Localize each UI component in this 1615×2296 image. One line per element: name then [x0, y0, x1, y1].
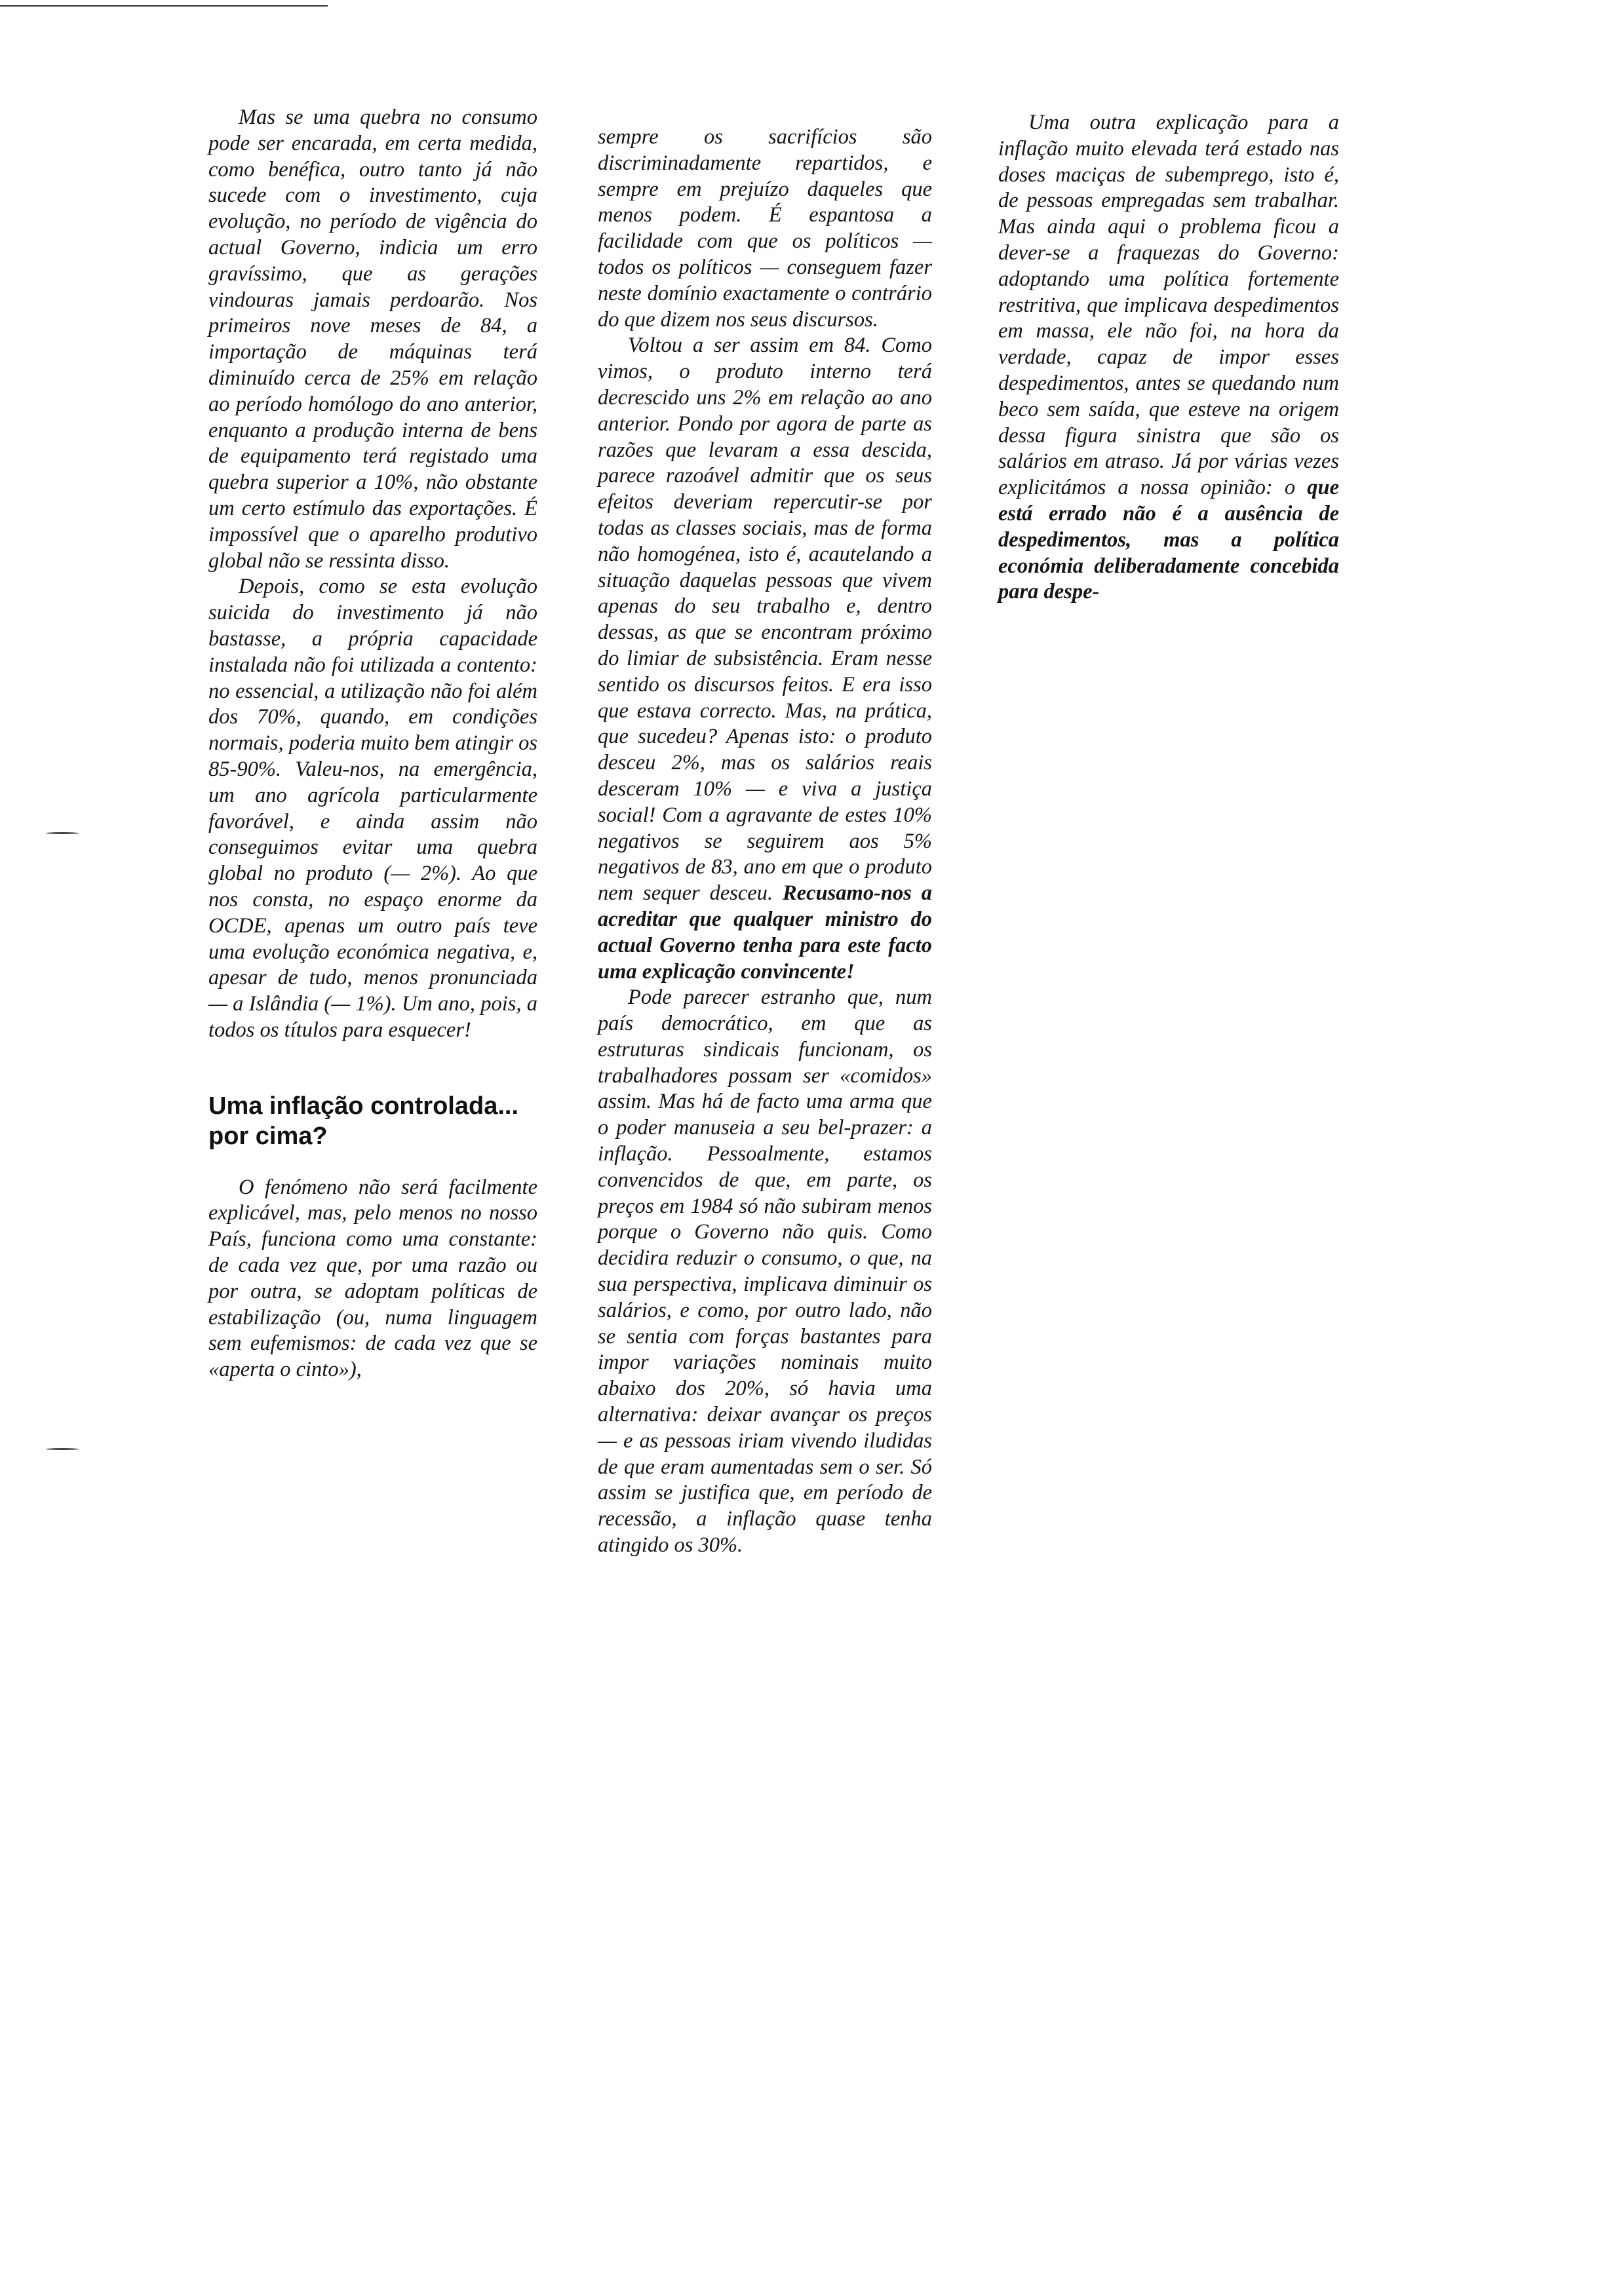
spacer	[208, 1063, 537, 1091]
col2-paragraph-2-text: Voltou a ser assim em 84. Como vimos, o produto interno terá decrescido uns 2% em relação ao ano anterior. Pondo por agora de parte as razões que levaram a essa descida, parece razoável admitir que os seus efeitos deveriam repercutir-se por todas as classes sociais, mas de forma não homogénea, isto é, acautelando a situação daquelas pessoas que vivem apenas do seu trabalho e, dentro dessas, as que se encontram próximo do limiar de subsistência. Eram nesse sentido os discursos feitos. E era isso que estava correcto. Mas, na prática, que sucedeu? Apenas isto: o produto desceu 2%, mas os salários reais desceram 10% — e viva a justiça social! Com a agravante de estes 10% negativos se seguirem aos 5% negativos de 83, ano em que o produto nem sequer desceu.	[598, 334, 932, 906]
col3-paragraph-1-text: Uma outra explicação para a inflação muito elevada terá estado nas doses maciças de subemprego, isto é, de pessoas empregadas sem trabalhar. Mas ainda aqui o problema ficou a dever-se a fraquezas do Governo: adoptando uma política fortemente restritiva, que implicava despedimentos em massa, ele não foi, na hora da verdade, capaz de impor esses despedimentos, antes se quedando num beco sem saída, que esteve na origem dessa figura sinistra que são os salários em atraso. Já por várias vezes explicitámos a nossa opinião: o	[998, 111, 1339, 500]
col1-paragraph-3: O fenómeno não será facilmente explicável, mas, pelo menos no nosso País, funciona como uma constante: de cada vez que, por uma razão ou por outra, se adoptam políticas de estabilização (ou, numa linguagem sem eufemismos: de cada vez que se «aperta o cinto»),	[208, 1175, 537, 1382]
col3-paragraph-1-bold: que está errado não é a ausência de despedimentos, mas a política económia deliberadamente concebida para despe-	[998, 476, 1339, 604]
col1-paragraph-2: Depois, como se esta evolução suicida do investimento já não bastasse, a própria capacidade instalada não foi utilizada a contento: no essencial, a utilização não foi além dos 70%, quando, em condições normais, poderia muito bem atingir os 85-90%. Valeu-nos, na emergência, um ano agrícola particularmente favorável, e ainda assim não conseguimos evitar uma quebra global no produto (— 2%). Ao que nos consta, no espaço enorme da OCDE, apenas um outro país teve uma evolução económica negativa, e, apesar de tudo, menos pronunciada — a Islândia (— 1%). Um ano, pois, a todos os títulos para esquecer!	[208, 575, 537, 1042]
col2-paragraph-1: sempre os sacrifícios são discriminadamente repartidos, e sempre em prejuízo daqueles que menos podem. É espantosa a facilidade com que os políticos — todos os políticos — conseguem fazer neste domínio exactamente o contrário do que dizem nos seus discursos.	[598, 125, 932, 332]
col2-paragraph-2	[598, 333, 932, 985]
subheading: Uma inflação controlada... por cima?	[208, 1092, 518, 1150]
col1-paragraph-1: Mas se uma quebra no consumo pode ser encarada, em certa medida, como benéfica, outro tanto já não sucede com o investimento, cuja evolução, no período de vigência do actual Governo, indicia um erro gravíssimo, que as gerações vindouras jamais perdoarão. Nos primeiros nove meses de 84, a importação de máquinas terá diminuído cerca de 25% em relação ao período homólogo do ano anterior, enquanto a produção interna de bens de equipamento terá registado uma quebra superior a 10%, não obstante um certo estímulo das exportações. É impossível que o aparelho produtivo global não se ressinta disso.	[208, 105, 537, 573]
top-rule	[0, 5, 328, 7]
column-2	[598, 124, 932, 1559]
col2-paragraph-3: Pode parecer estranho que, num país democrático, em que as estruturas sindicais funcionam, os trabalhadores possam ser «comidos» assim. Mas há de facto uma arma que o poder manuseia a seu bel-prazer: a inflação. Pessoalmente, estamos convencidos de que, em parte, os preços em 1984 só não subiram menos porque o Governo não quis. Como decidira reduzir o consumo, o que, na sua perspectiva, implicava diminuir os salários, e como, por outro lado, não se sentia com forças bastantes para impor variações nominais muito abaixo dos 20%, só havia uma alternativa: deixar avançar os preços — e as pessoas iriam vivendo iludidas de que eram aumentadas sem o ser. Só assim se justifica que, em período de recessão, a inflação quase tenha atingido os 30%.	[598, 985, 932, 1558]
col3-paragraph-1	[998, 110, 1339, 605]
column-3	[998, 110, 1339, 605]
scan-mark-1	[46, 832, 79, 834]
col2-paragraph-2-bold: Recusamo-nos a acreditar que qualquer ministro do actual Governo tenha para este facto uma explicação convincente!	[598, 881, 933, 984]
scan-mark-2	[46, 1448, 79, 1450]
column-1	[208, 105, 537, 1383]
